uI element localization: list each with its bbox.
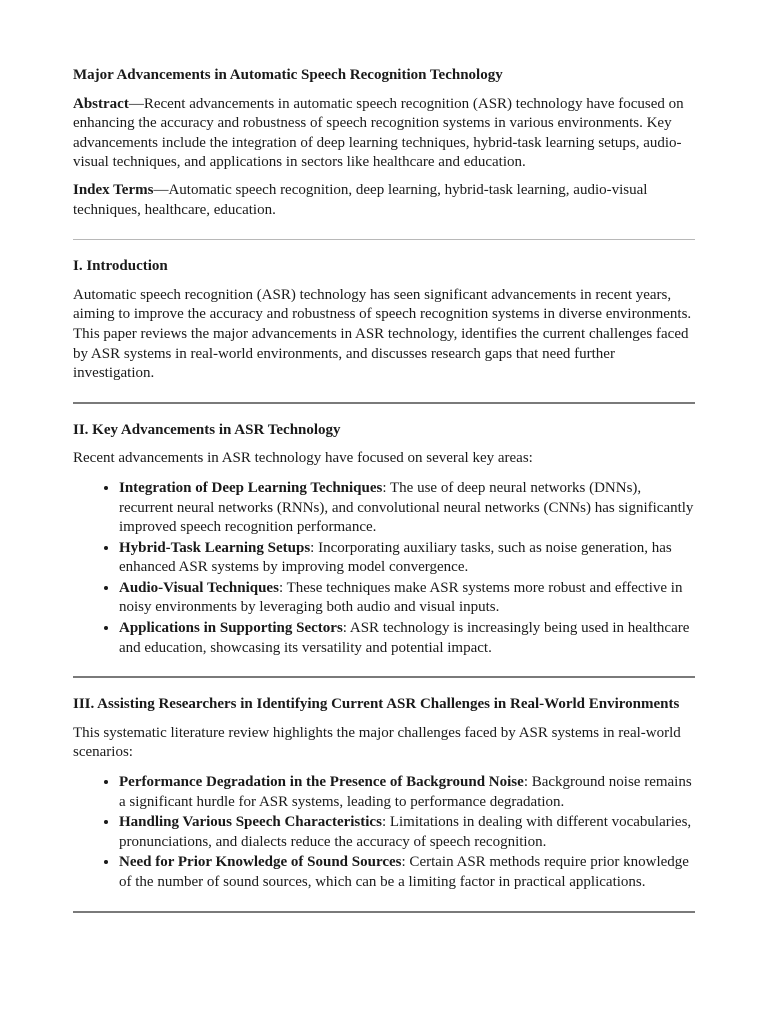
list-item-term: Integration of Deep Learning Techniques (119, 479, 383, 496)
section-heading-introduction: I. Introduction (73, 258, 168, 275)
index-terms-label: Index Terms (73, 181, 154, 198)
abstract-text: —Recent advancements in automatic speech recognition (ASR) technology have focused on enhancing the accuracy and robustness of speech recognition systems in various environments. Key advancements include the integration of deep learning techniques, hybrid-task learning setups, audio-visual techniques, and applications in sectors like healthcare and education. (73, 95, 684, 171)
key-advancements-list (73, 478, 695, 658)
section-divider (73, 676, 695, 678)
introduction-body: Automatic speech recognition (ASR) technology has seen significant advancements in recent years, aiming to improve the accuracy and robustness of speech recognition systems in diverse environments. This paper reviews the major advancements in ASR technology, identifies the current challenges faced by ASR systems in real-world environments, and discusses research gaps that need further investigation. (73, 286, 692, 382)
challenges-intro: This systematic literature review highlights the major challenges faced by ASR systems in real-world scenarios: (73, 724, 681, 761)
list-item-term: Performance Degradation in the Presence of Background Noise (119, 774, 524, 791)
list-item-text: : Limitations in dealing with different vocabularies, pronunciations, and dialects reduce the accuracy of speech recognition. (119, 814, 692, 850)
list-item-text: : These techniques make ASR systems more robust and effective in noisy environments by leveraging both audio and visual inputs. (119, 579, 683, 616)
list-item-term: Need for Prior Knowledge of Sound Sources (119, 854, 402, 871)
paper-title: Major Advancements in Automatic Speech Recognition Technology (73, 67, 503, 83)
list-item-text: : ASR technology is increasingly being used in healthcare and education, showcasing its versatility and potential impact. (119, 620, 690, 656)
index-terms-text: —Automatic speech recognition, deep learning, hybrid-task learning, audio-visual techniques, healthcare, education. (73, 181, 648, 218)
section-divider (73, 239, 695, 240)
list-item-text: : Certain ASR methods require prior knowledge of the number of sound sources, which can be a limiting factor in practical applications. (119, 854, 689, 890)
section-heading-key-advancements: II. Key Advancements in ASR Technology (73, 421, 341, 438)
list-item-term: Handling Various Speech Characteristics (119, 814, 382, 831)
list-item-text: : Background noise remains a significant hurdle for ASR systems, leading to performance degradation. (119, 774, 692, 810)
key-advancements-intro: Recent advancements in ASR technology have focused on several key areas: (73, 450, 533, 467)
list-item (119, 478, 695, 538)
list-item (119, 578, 695, 618)
index-terms (73, 181, 695, 220)
list-item-text: : Incorporating auxiliary tasks, such as noise generation, has enhanced ASR systems by improving model convergence. (119, 539, 672, 576)
list-item (119, 772, 695, 812)
challenges-list (73, 772, 695, 893)
section-divider (73, 402, 695, 404)
abstract-label: Abstract (73, 95, 129, 112)
list-item-term: Audio-Visual Techniques (119, 579, 279, 596)
list-item-term: Hybrid-Task Learning Setups (119, 539, 311, 556)
abstract (73, 95, 695, 173)
list-item (119, 812, 695, 852)
list-item (119, 618, 695, 658)
list-item-term: Applications in Supporting Sectors (119, 620, 343, 637)
list-item (119, 852, 695, 892)
section-heading-challenges: III. Assisting Researchers in Identifying Current ASR Challenges in Real-World Environments (73, 696, 680, 713)
section-divider (73, 911, 695, 913)
list-item-text: : The use of deep neural networks (DNNs), recurrent neural networks (RNNs), and convolutional neural networks (CNNs) has significantly improved speech recognition performance. (119, 479, 694, 536)
list-item (119, 538, 695, 578)
